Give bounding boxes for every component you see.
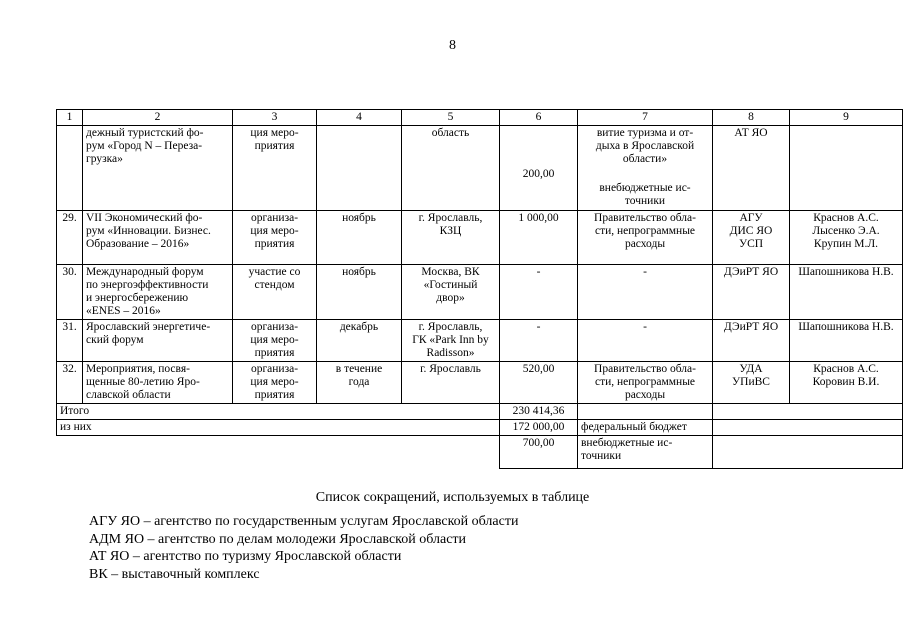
cell-num: 29.	[57, 211, 83, 265]
header-col-7: 7	[578, 110, 713, 126]
cell-amount: 520,00	[500, 362, 578, 404]
cell-source	[578, 126, 713, 211]
cell-type: организа- ция меро- приятия	[233, 211, 317, 265]
cell-date: в течение года	[317, 362, 402, 404]
table-row	[57, 265, 903, 320]
cell-amount: 1 000,00	[500, 211, 578, 265]
cell-amount: -	[500, 320, 578, 362]
cell-name: дежный туристский фо- рум «Город N – Переза- грузка»	[83, 126, 233, 211]
abbreviation-item: АГУ ЯО – агентство по государственным услугам Ярославской области	[89, 514, 519, 529]
cell-num: 30.	[57, 265, 83, 320]
header-col-1: 1	[57, 110, 83, 126]
cell-type: организа- ция меро- приятия	[233, 362, 317, 404]
federal-amount: 172 000,00	[500, 420, 578, 436]
events-table	[56, 109, 903, 469]
total-amount: 230 414,36	[500, 404, 578, 420]
extra-amount: 700,00	[500, 436, 578, 469]
table-row	[57, 320, 903, 362]
header-col-9: 9	[790, 110, 903, 126]
header-row	[57, 110, 903, 126]
amount-value: 200,00	[522, 168, 555, 180]
cell-num	[57, 126, 83, 211]
cell-type: ция меро- приятия	[233, 126, 317, 211]
total-row	[57, 404, 903, 420]
of-which-label: из них	[57, 420, 500, 436]
abbreviations-list	[89, 513, 518, 583]
cell-date	[317, 126, 402, 211]
cell-source: Правительство обла- сти, непрограммные расходы	[578, 211, 713, 265]
cell-name: Мероприятия, посвя- щенные 80-летию Яро- славской области	[83, 362, 233, 404]
cell-persons: Шапошникова Н.В.	[790, 265, 903, 320]
abbreviation-item: ВК – выставочный комплекс	[89, 566, 260, 582]
table-row	[57, 211, 903, 265]
table-row-continuation	[57, 126, 903, 211]
cell-num: 31.	[57, 320, 83, 362]
cell-name: Международный форум по энергоэффективности и энергосбережению «ENES – 2016»	[83, 265, 233, 320]
header-col-3: 3	[233, 110, 317, 126]
extra-label: внебюджетные ис- точники	[578, 436, 713, 469]
cell-persons: Краснов А.С. Коровин В.И.	[790, 362, 903, 404]
table-row	[57, 362, 903, 404]
cell-place: г. Ярославль, ГК «Park Inn by Radisson»	[402, 320, 500, 362]
header-col-2: 2	[83, 110, 233, 126]
cell-place: область	[402, 126, 500, 211]
abbreviations-title: Список сокращений, используемых в таблице	[315, 490, 590, 505]
cell-agency: АТ ЯО	[713, 126, 790, 211]
cell-agency: АГУ ДИС ЯО УСП	[713, 211, 790, 265]
cell-source: -	[578, 265, 713, 320]
of-which-row	[57, 420, 903, 436]
cell-persons	[790, 126, 903, 211]
header-col-4: 4	[317, 110, 402, 126]
abbreviation-item: АДМ ЯО – агентство по делам молодежи Ярославской области	[89, 531, 467, 547]
cell-date: ноябрь	[317, 265, 402, 320]
federal-agency	[713, 420, 903, 436]
cell-place: г. Ярославль, КЗЦ	[402, 211, 500, 265]
cell-source: Правительство обла- сти, непрограммные расходы	[578, 362, 713, 404]
federal-label: федеральный бюджет	[578, 420, 713, 436]
cell-type: участие со стендом	[233, 265, 317, 320]
cell-persons: Краснов А.С. Лысенко Э.А. Крупин М.Л.	[790, 211, 903, 265]
cell-num: 32.	[57, 362, 83, 404]
cell-place: г. Ярославль	[402, 362, 500, 404]
cell-amount: -	[500, 265, 578, 320]
source-bottom: внебюджетные ис- точники	[599, 182, 691, 207]
cell-agency: ДЭиРТ ЯО	[713, 320, 790, 362]
cell-persons: Шапошникова Н.В.	[790, 320, 903, 362]
extra-row	[57, 436, 903, 469]
header-col-5: 5	[402, 110, 500, 126]
cell-date: декабрь	[317, 320, 402, 362]
cell-type: организа- ция меро- приятия	[233, 320, 317, 362]
total-label: Итого	[57, 404, 500, 420]
total-agency	[713, 404, 903, 420]
extra-blank	[57, 436, 500, 469]
total-source	[578, 404, 713, 420]
cell-date: ноябрь	[317, 211, 402, 265]
source-top: витие туризма и от- дыха в Ярославской области»	[595, 127, 695, 165]
cell-amount	[500, 126, 578, 211]
page-number: 8	[449, 38, 456, 53]
extra-agency	[713, 436, 903, 469]
cell-agency: УДА УПиВС	[713, 362, 790, 404]
cell-name: VII Экономический фо- рум «Инновации. Бизнес. Образование – 2016»	[83, 211, 233, 265]
cell-agency: ДЭиРТ ЯО	[713, 265, 790, 320]
abbreviation-item: АТ ЯО – агентство по туризму Ярославской области	[89, 549, 402, 564]
cell-name: Ярославский энергетиче- ский форум	[83, 320, 233, 362]
header-col-6: 6	[500, 110, 578, 126]
cell-source: -	[578, 320, 713, 362]
cell-place: Москва, ВК «Гостиный двор»	[402, 265, 500, 320]
header-col-8: 8	[713, 110, 790, 126]
